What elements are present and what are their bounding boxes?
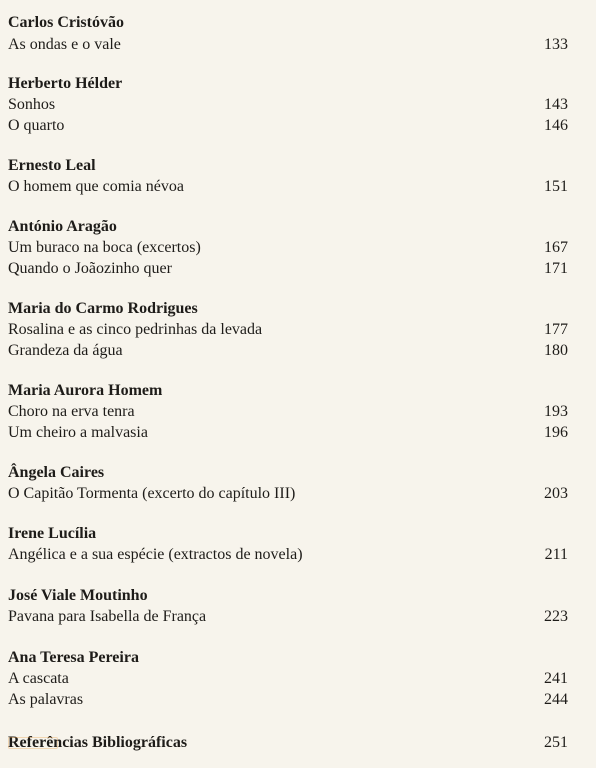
entry-title: A cascata: [8, 670, 69, 687]
entry-page-number: 193: [544, 403, 568, 420]
entry-page-number: 241: [544, 670, 568, 687]
entry-title: Rosalina e as cinco pedrinhas da levada: [8, 321, 263, 338]
watermark-stamp: [8, 737, 58, 749]
entry-page-number: 203: [544, 485, 568, 502]
entry-title: Um buraco na boca (excertos): [8, 239, 201, 256]
entry-page-number: 177: [544, 321, 568, 338]
entry-page-number: 167: [544, 239, 568, 256]
author-heading: Ângela Caires: [8, 464, 105, 481]
entry-title: O quarto: [8, 117, 65, 134]
author-heading: Maria do Carmo Rodrigues: [8, 300, 198, 317]
entry-title: Quando o Joãozinho quer: [8, 260, 172, 277]
entry-page-number: 143: [544, 96, 568, 113]
author-heading: Carlos Cristóvão: [8, 14, 124, 31]
entry-title: Grandeza da água: [8, 342, 123, 359]
entry-page-number: 244: [544, 691, 568, 708]
entry-page-number: 171: [544, 260, 568, 277]
entry-page-number: 151: [544, 178, 568, 195]
entry-title: Choro na erva tenra: [8, 403, 135, 420]
author-heading: Ana Teresa Pereira: [8, 649, 139, 666]
author-heading: Maria Aurora Homem: [8, 382, 163, 399]
entry-title: Sonhos: [8, 96, 56, 113]
author-heading: Irene Lucília: [8, 525, 97, 542]
entry-title: Pavana para Isabella de França: [8, 608, 207, 625]
entry-page-number: 211: [544, 546, 568, 563]
entry-title: Um cheiro a malvasia: [8, 424, 148, 441]
entry-title: As ondas e o vale: [8, 36, 121, 53]
entry-title: O homem que comia névoa: [8, 178, 184, 195]
entry-page-number: 180: [544, 342, 568, 359]
references-page-number: 251: [544, 734, 568, 751]
entry-title: O Capitão Tormenta (excerto do capítulo III): [8, 485, 296, 502]
author-heading: Herberto Hélder: [8, 75, 123, 92]
author-heading: José Viale Moutinho: [8, 587, 148, 604]
author-heading: Ernesto Leal: [8, 157, 96, 174]
author-heading: António Aragão: [8, 218, 117, 235]
entry-page-number: 196: [544, 424, 568, 441]
entry-page-number: 146: [544, 117, 568, 134]
references-title: Referências Bibliográficas: [8, 734, 188, 751]
entry-page-number: 223: [544, 608, 568, 625]
entry-title: Angélica e a sua espécie (extractos de novela): [8, 546, 303, 563]
entry-title: As palavras: [8, 691, 84, 708]
entry-page-number: 133: [544, 36, 568, 53]
